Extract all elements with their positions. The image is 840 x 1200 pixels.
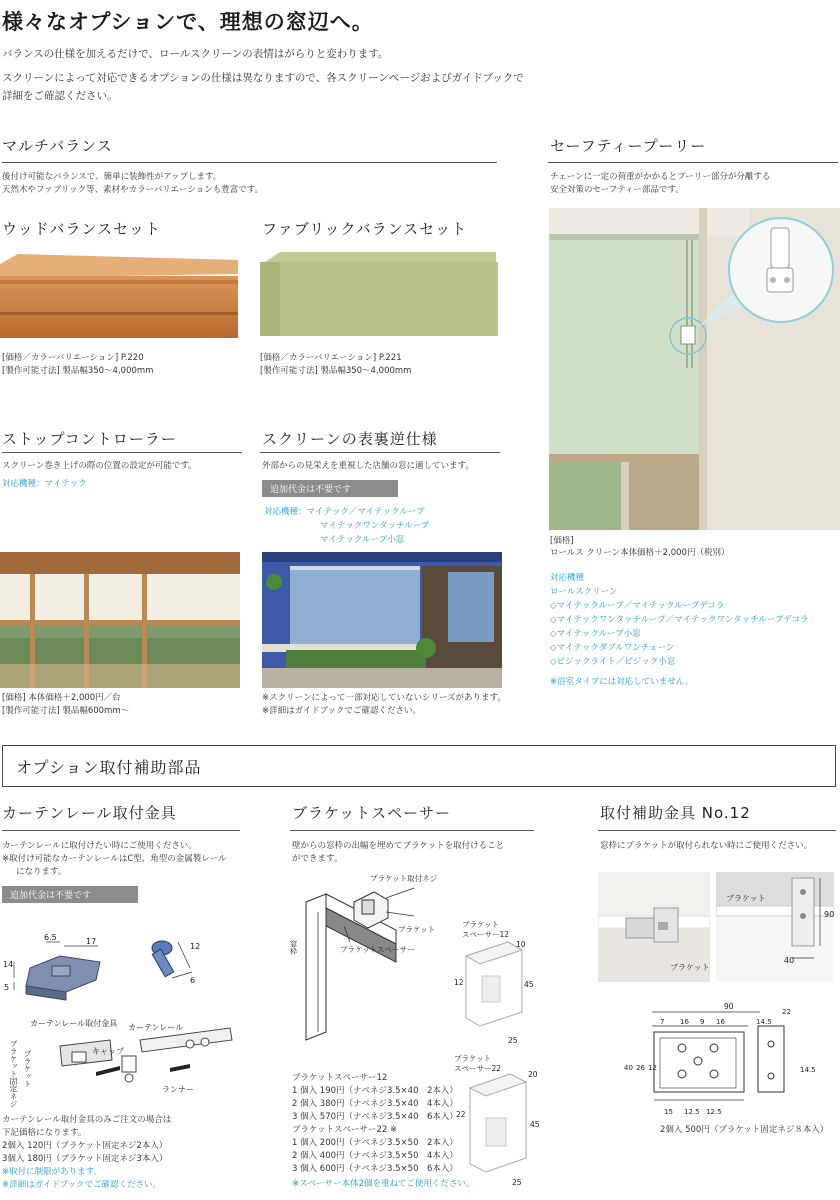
dim-label: 6 bbox=[190, 976, 196, 985]
dim-label: 12 bbox=[190, 942, 201, 951]
dim-label: 20 bbox=[528, 1070, 538, 1079]
curtain-rail-desc-1: カーテンレールに取付けたい時にご使用ください。 bbox=[2, 841, 197, 851]
safety-model-item: ◇マイテックループ小窓 bbox=[550, 629, 641, 639]
dim-label: 14 bbox=[3, 960, 14, 969]
multi-balance-desc-1: 後付け可能なバランスで、簡単に装飾性がアップします。 bbox=[2, 172, 222, 182]
stop-size: [製作可能寸法] 製品幅600mm〜 bbox=[2, 706, 130, 716]
safety-price-label: [価格] bbox=[550, 536, 574, 546]
aux-desc: 窓枠にブラケットが取付られない時にご使用ください。 bbox=[600, 841, 813, 851]
stop-models: 対応機種：マイテック bbox=[2, 479, 87, 489]
dim-label: 10 bbox=[516, 940, 526, 949]
fabric-balance-title: ファブリックバランスセット bbox=[262, 220, 468, 238]
safety-note: ※浴室タイプには対応していません。 bbox=[550, 677, 694, 687]
dim-label: 25 bbox=[508, 1036, 518, 1045]
divider bbox=[2, 830, 240, 831]
multi-balance-desc-2: 天然木やファブリック等、素材やカラーバリエーションも豊富です。 bbox=[2, 185, 264, 195]
safety-desc-1: チェーンに一定の荷重がかかるとプーリー部分が分離する bbox=[550, 172, 771, 182]
reverse-screen-title: スクリーンの表裏逆仕様 bbox=[262, 430, 438, 448]
spacer12-label: ブラケット スペーサー12 bbox=[462, 920, 510, 939]
safety-models-label: 対応機種 bbox=[550, 573, 585, 583]
dim-label: 14.5 bbox=[800, 1066, 816, 1074]
reverse-screen-photo bbox=[262, 552, 502, 688]
stop-controller-photo bbox=[0, 552, 240, 688]
bracket-screw-label: ブラケット固定ネジ bbox=[9, 1040, 18, 1108]
divider bbox=[2, 452, 242, 453]
spacer-label: ブラケットスペーサー bbox=[340, 945, 415, 954]
wood-size: [製作可能寸法] 製品幅350〜4,000mm bbox=[2, 366, 154, 376]
page-title: 様々なオプションで、理想の窓辺へ。 bbox=[2, 10, 374, 34]
divider bbox=[260, 452, 500, 453]
spacer22-price: 3 個入 600円（ナベネジ3.5×50 6本入） bbox=[292, 1164, 458, 1174]
no-extra-charge-badge: 追加代金は不要です bbox=[262, 480, 398, 497]
dim-label: 40 bbox=[624, 1064, 633, 1072]
dim-label: 9 bbox=[700, 1018, 705, 1026]
fabric-price: [価格／カラーバリエーション] P.221 bbox=[260, 353, 402, 363]
wood-price: [価格／カラーバリエーション] P.220 bbox=[2, 353, 144, 363]
no-extra-charge-badge: 追加代金は不要です bbox=[2, 886, 138, 903]
bracket-label: ブラケット bbox=[398, 925, 436, 934]
spacer12-price: 2 個入 380円（ナベネジ3.5×40 4本入） bbox=[292, 1099, 458, 1109]
stop-controller-title: ストップコントローラー bbox=[2, 430, 177, 448]
curtain-rail-note-1: カーテンレール取付金具のみご注文の場合は bbox=[2, 1115, 172, 1125]
dim-label: 22 bbox=[456, 1110, 466, 1119]
curtain-rail-title: カーテンレール取付金具 bbox=[2, 804, 177, 822]
dim-label: 16 bbox=[680, 1018, 689, 1026]
dim-label: 40 bbox=[784, 956, 795, 965]
dim-label: 6.5 bbox=[44, 933, 57, 942]
dim-label: 15 bbox=[664, 1108, 673, 1116]
curtain-rail-desc-2: ※取付け可能なカーテンレールはC型、角型の金属製レール bbox=[2, 854, 227, 864]
safety-pulley-photo bbox=[549, 208, 840, 530]
safety-pulley-title: セーフティープーリー bbox=[550, 137, 707, 155]
fitting-label: カーテンレール取付金具 bbox=[30, 1019, 118, 1028]
aux-fitting-title: 取付補助金具 No.12 bbox=[600, 804, 751, 822]
reverse-models-1: 対応機種：マイテック／マイテックループ bbox=[264, 507, 425, 517]
dim-label: 5 bbox=[4, 983, 10, 992]
cap-label: キャップ bbox=[92, 1047, 124, 1056]
stop-price: [価格] 本体価格＋2,000円／台 bbox=[2, 693, 121, 703]
dim-label: 90 bbox=[724, 1002, 734, 1011]
safety-models-head: ロールスクリーン bbox=[550, 587, 618, 597]
dim-label: 12 bbox=[454, 978, 464, 987]
bracket-spacer-title: ブラケットスペーサー bbox=[292, 804, 452, 822]
dim-label: 25 bbox=[512, 1178, 522, 1187]
dim-label: 45 bbox=[530, 1120, 540, 1129]
safety-model-item: ◇マイテックダブルワンチェーン bbox=[550, 643, 675, 653]
bracket-label: ブラケット bbox=[670, 963, 710, 972]
dim-label: 26 bbox=[636, 1064, 645, 1072]
curtain-rail-note-4: ※詳細はガイドブックでご確認ください。 bbox=[2, 1180, 162, 1190]
reverse-note-2: ※詳細はガイドブックでご確認ください。 bbox=[262, 706, 422, 716]
dim-label: 14.5 bbox=[756, 1018, 772, 1026]
bracket-spacer-diagram bbox=[296, 872, 540, 1062]
spacer12-heading: ブラケットスペーサー12 bbox=[292, 1073, 388, 1083]
spacer22-heading: ブラケットスペーサー22 ※ bbox=[292, 1125, 398, 1135]
intro-line-2: スクリーンによって対応できるオプションの仕様は異なりますので、各スクリーンページおよびガイドブックで bbox=[2, 72, 524, 84]
stop-desc: スクリーン巻き上げの際の位置の設定が可能です。 bbox=[2, 461, 197, 471]
wood-balance-title: ウッドバランスセット bbox=[2, 220, 161, 238]
dim-label: 12 bbox=[648, 1064, 657, 1072]
rail-label: カーテンレール bbox=[128, 1023, 184, 1032]
divider bbox=[598, 830, 836, 831]
dim-label: 7 bbox=[660, 1018, 665, 1026]
bracket-label: ブラケット bbox=[23, 1050, 32, 1088]
divider bbox=[290, 830, 534, 831]
safety-price: ロールス クリーン本体価格＋2,000円（税別） bbox=[550, 548, 730, 558]
reverse-models-3: マイテックループ小窓 bbox=[320, 535, 405, 545]
dim-label: 22 bbox=[782, 1008, 791, 1016]
spacer22-label: ブラケット スペーサー22 bbox=[454, 1054, 502, 1073]
safety-model-item: ◇マイテックループ／マイテックループデコラ bbox=[550, 601, 725, 611]
dim-label: 90 bbox=[824, 910, 835, 919]
spacer-desc-1: 壁からの窓枠の出幅を埋めてブラケットを取付けること bbox=[292, 841, 505, 851]
reverse-note-1: ※スクリーンによって一部対応していないシリーズがあります。 bbox=[262, 693, 506, 703]
spacer12-price: 3 個入 570円（ナベネジ3.5×40 6本入） bbox=[292, 1112, 458, 1122]
frame-label: 窓枠 bbox=[289, 940, 298, 955]
curtain-rail-note-2: 下記価格になります。 bbox=[2, 1128, 87, 1138]
runner-label: ランナー bbox=[162, 1085, 194, 1094]
aux-photo-2 bbox=[716, 872, 834, 982]
screw-label: ブラケット取付ネジ bbox=[370, 874, 438, 883]
parts-banner-title: オプション取付補助部品 bbox=[16, 758, 202, 777]
spacer-desc-2: ができます。 bbox=[292, 854, 343, 864]
curtain-rail-fitting-diagram bbox=[0, 928, 240, 1100]
safety-desc-2: 安全対策のセーフティー部品です。 bbox=[550, 185, 684, 195]
divider bbox=[2, 162, 497, 163]
dim-label: 45 bbox=[524, 980, 534, 989]
intro-line-1: バランスの仕様を加えるだけで、ロールスクリーンの表情はがらりと変わります。 bbox=[2, 48, 389, 60]
safety-model-item: ◇マイテックワンタッチループ／マイテックワンタッチループデコラ bbox=[550, 615, 809, 625]
reverse-desc: 外部からの見栄えを重視した店舗の窓に適しています。 bbox=[262, 461, 474, 471]
reverse-models-2: マイテックワンタッチループ bbox=[320, 521, 430, 531]
curtain-rail-note-3: ※取付に制限があります。 bbox=[2, 1167, 102, 1177]
curtain-rail-price-1: 2個入 120円（ブラケット固定ネジ2本入） bbox=[2, 1141, 168, 1151]
safety-model-item: ◇ビジックライト／ビジック小窓 bbox=[550, 657, 676, 667]
bracket-label: ブラケット bbox=[726, 894, 766, 903]
fabric-balance-image bbox=[258, 248, 500, 340]
spacer12-price: 1 個入 190円（ナベネジ3.5×40 2本入） bbox=[292, 1086, 458, 1096]
spacer22-price: 2 個入 400円（ナベネジ3.5×50 4本入） bbox=[292, 1151, 458, 1161]
spacer22-price: 1 個入 200円（ナベネジ3.5×50 2本入） bbox=[292, 1138, 458, 1148]
dim-label: 16 bbox=[716, 1018, 725, 1026]
dim-label: 17 bbox=[86, 937, 97, 946]
dim-label: 12.5 bbox=[706, 1108, 722, 1116]
multi-balance-title: マルチバランス bbox=[2, 137, 113, 155]
curtain-rail-desc-3: になります。 bbox=[16, 867, 67, 877]
intro-line-3: 詳細をご確認ください。 bbox=[2, 90, 118, 102]
spacer-note: ※スペーサー本体2個を重ねてご使用ください。 bbox=[292, 1179, 475, 1189]
curtain-rail-price-2: 3個入 180円（ブラケット固定ネジ3本入） bbox=[2, 1154, 168, 1164]
dim-label: 12.5 bbox=[684, 1108, 700, 1116]
divider bbox=[548, 162, 838, 163]
wood-balance-image bbox=[0, 250, 240, 342]
aux-price: 2個入 500円（ブラケット固定ネジ８本入） bbox=[660, 1125, 829, 1135]
fabric-size: [製作可能寸法] 製品幅350〜4,000mm bbox=[260, 366, 412, 376]
